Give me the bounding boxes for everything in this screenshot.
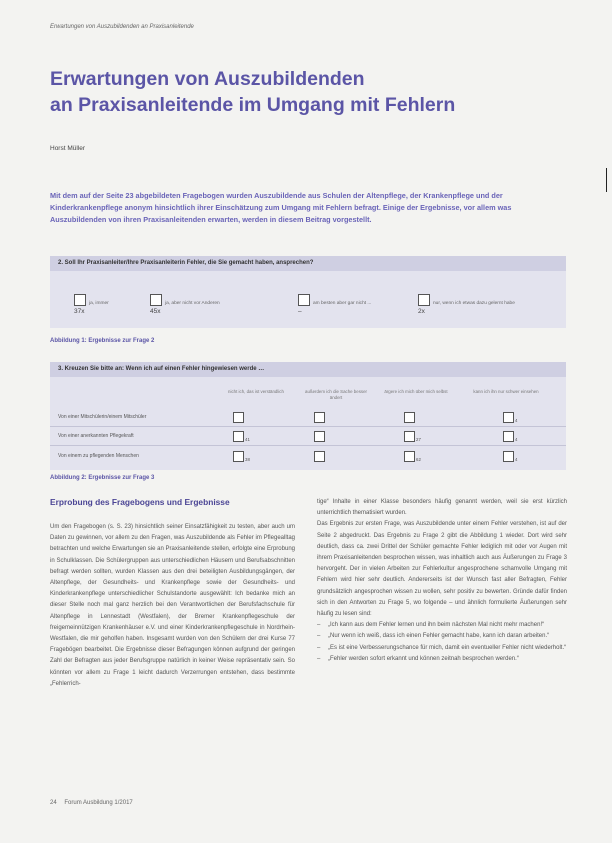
row-label-3: Von einem zu pflegenden Menschen <box>58 453 139 459</box>
cell-r1-c2-checkbox[interactable] <box>314 412 325 423</box>
option-4-count: 2x <box>418 308 425 315</box>
option-2 <box>150 294 220 306</box>
cell-r3-c4 <box>503 451 517 462</box>
title-line-2: an Praxisanleitende im Umgang mit Fehlern <box>50 94 456 116</box>
option-4-checkbox[interactable] <box>418 294 430 306</box>
row-label-2: Von einer anerkannten Pflegekraft <box>58 433 134 439</box>
cell-r2-c2 <box>314 431 326 442</box>
lead-paragraph: Mit dem auf der Seite 23 abgebildeten Fragebogen wurden Auszubildende aus Schulen der Altenpflege, der Krankenpflege und der Kinderkrankenpflege anonym hinsichtlich ihrer Einschätzung zum Umgang mit Fehlern befragt. Einige der Ergebnisse, vor allem was Auszubildenden von ihren Praxisanleitenden erwarten, werden in diesem Beitrag vorgestellt. <box>50 191 512 225</box>
cell-r2-c1-checkbox[interactable] <box>233 431 244 442</box>
cell-r3-c3 <box>404 451 421 462</box>
cell-r1-c3-checkbox[interactable] <box>404 412 415 423</box>
cell-r2-c2-checkbox[interactable] <box>314 431 325 442</box>
body-text-left: Um den Fragebogen (s. S. 23) hinsichtlich seiner Einsatzfähigkeit zu testen, aber auch um Daten zu gewinnen, vor allem zu den Fragen, was Auszubildende als Fehler im Pflegealltag betrachten und welche Erwartungen sie an Praxisanleitende stellen, erfolgte eine Erprobung in Schulklassen. Die Schülergruppen aus unterschiedlichen Häusern und Berufsabschnitten befragt werden sollten, wurden Klassen aus den drei beteiligten Ausbildungsgängen, der Altenpflege, der Gesundheits- und Krankenpflege sowie der Gesundheits- und Kinderkrankenpflege unterschiedlicher Schulstandorte ausgewählt: Ich bedanke mich an dieser Stelle noch mal ganz herzlich bei den Verantwortlichen der Berufsfachschule für Altenpflege in Lennestadt (Westfalen), der Bremer Krankenpflegeschule der freigemeinnützigen Krankenhäuser e.V. und einer Kinderkrankenpflegeschule in Nordrhein-Westfalen, die mir geholfen haben. Insgesamt wurden von den Schülern der drei Kurse 77 Fragebögen bearbeitet. Die Ergebnisse dieser Befragungen können aufgrund der geringen Zahl der Befragten aus jeder Berufsgruppe natürlich in keiner Weise repräsentativ sein. So könnten vor allem zu Frage 1 leicht dadurch Verzerrungen entstehen, dass bestimmte „Fehlerrich- <box>50 524 295 687</box>
figure-2-box <box>50 362 566 470</box>
column-header-2: außerdem ich die Sache besser ändert <box>305 389 367 400</box>
running-head: Erwartungen von Auszubildenden an Praxisanleitende <box>50 24 194 30</box>
cell-r1-c1-checkbox[interactable] <box>233 412 244 423</box>
option-1-label: ja, immer <box>89 301 109 306</box>
cell-r2-c3-count: 27 <box>416 437 421 442</box>
option-1 <box>74 294 109 306</box>
body-text-right <box>317 497 567 665</box>
cell-r3-c1-checkbox[interactable] <box>233 451 244 462</box>
quote-item: – „Nur wenn ich weiß, dass ich einen Fehler gemacht habe, kann ich daran arbeiten.“ <box>317 631 567 642</box>
cell-r3-c1 <box>233 451 250 462</box>
quote-list <box>317 620 567 665</box>
option-3-checkbox[interactable] <box>298 294 310 306</box>
cell-r1-c4-checkbox[interactable] <box>503 412 514 423</box>
cell-r3-c4-count: 4 <box>515 457 518 462</box>
figure-1-question: 2. Soll Ihr Praxisanleiter/Ihre Praxisanleiterin Fehler, die Sie gemacht haben, ansprechen? <box>50 256 566 271</box>
figure-2-question: 3. Kreuzen Sie bitte an: Wenn ich auf einen Fehler hingewiesen werde … <box>50 362 566 377</box>
paragraph: tige“ Inhalte in einer Klasse besonders häufig genannt werden, weil sie erst kürzlich unterrichtlich thematisiert wurden. <box>317 499 567 517</box>
cell-r1-c2 <box>314 412 326 423</box>
quote-item: – „Es ist eine Verbesserungschance für mich, damit ein eventueller Fehler nicht wiederholt.“ <box>317 643 567 654</box>
cell-r1-c4 <box>503 412 517 423</box>
cell-r2-c1 <box>233 431 250 442</box>
row-label-1: Von einer Mitschülerin/einem Mitschüler <box>58 414 147 420</box>
cell-r3-c2-checkbox[interactable] <box>314 451 325 462</box>
cell-r3-c1-count: 38 <box>245 457 250 462</box>
section-heading: Erprobung des Fragebogens und Ergebnisse <box>50 497 230 507</box>
figure-1-box <box>50 256 566 328</box>
cell-r3-c3-checkbox[interactable] <box>404 451 415 462</box>
cell-r2-c4-checkbox[interactable] <box>503 431 514 442</box>
option-4 <box>418 294 515 306</box>
option-3-count: – <box>298 308 302 315</box>
page-number: 24 <box>50 800 57 806</box>
column-header-4: kann ich ihn nur schwer einsehen <box>473 389 539 394</box>
quote-item: – „Ich kann aus dem Fehler lernen und ihn beim nächsten Mal nicht mehr machen!“ <box>317 620 567 631</box>
title-line-1: Erwartungen von Auszubildenden <box>50 68 365 90</box>
option-2-label: ja, aber nicht vor Anderen <box>165 301 220 306</box>
page-footer <box>50 800 133 806</box>
page-edge-mark <box>606 168 607 192</box>
cell-r2-c3-checkbox[interactable] <box>404 431 415 442</box>
option-3-label: am besten aber gar nicht ... <box>313 301 372 306</box>
cell-r1-c4-count: 4 <box>515 418 518 423</box>
cell-r1-c3 <box>404 412 416 423</box>
column-header-1: nicht ich, das ist verständlich <box>228 389 284 394</box>
paragraph: Das Ergebnis zur ersten Frage, was Auszubildende unter einem Fehler verstehen, ist auf der Seite 2 abgedruckt. Das Ergebnis zu Frage 2 gibt die Abbildung 1 wieder. Dort wird sehr deutlich, dass ca. zwei Drittel der Schüler gemachte Fehler lediglich mit oder vor Augen mit ihrem Praxisanleitenden besprochen wissen, was inhaltlich auch aus Äußerungen zu Frage 3 hervorgeht. Der in vielen Arbeiten zur Fehlerkultur angesprochene schamvolle Umgang mit Fehlern wird hier sehr deutlich. Andererseits ist der Wunsch fast aller Befragten, Fehler grundsätzlich angesprochen wissen zu wollen, sehr positiv zu bewerten. Gründe dafür finden sich in den Antworten zu Frage 5, wo folgende – und ähnlich formulierte Äußerungen sehr häufig zu lesen sind: <box>317 521 567 618</box>
cell-r2-c4 <box>503 431 517 442</box>
row-divider <box>50 426 566 427</box>
option-1-checkbox[interactable] <box>74 294 86 306</box>
journal-name: Forum Ausbildung 1/2017 <box>64 800 133 806</box>
row-divider <box>50 445 566 446</box>
article-title <box>50 66 570 118</box>
option-1-count: 37x <box>74 308 85 315</box>
option-4-label: nur, wenn ich etwas dazu gelernt habe <box>433 301 515 306</box>
option-2-count: 45x <box>150 308 161 315</box>
cell-r2-c3 <box>404 431 421 442</box>
quote-item: – „Fehler werden sofort erkannt und können zeitnah besprochen werden.“ <box>317 654 567 665</box>
cell-r3-c2 <box>314 451 326 462</box>
cell-r2-c4-count: 4 <box>515 437 518 442</box>
option-3 <box>298 294 371 306</box>
cell-r2-c1-count: 41 <box>245 437 250 442</box>
option-2-checkbox[interactable] <box>150 294 162 306</box>
figure-2-caption: Abbildung 2: Ergebnisse zur Frage 3 <box>50 475 155 481</box>
cell-r1-c1 <box>233 412 245 423</box>
cell-r3-c4-checkbox[interactable] <box>503 451 514 462</box>
figure-1-caption: Abbildung 1: Ergebnisse zur Frage 2 <box>50 338 155 344</box>
cell-r3-c3-count: 62 <box>416 457 421 462</box>
column-header-3: ärgere ich mich über mich selbst <box>384 389 448 394</box>
author: Horst Müller <box>50 145 86 152</box>
